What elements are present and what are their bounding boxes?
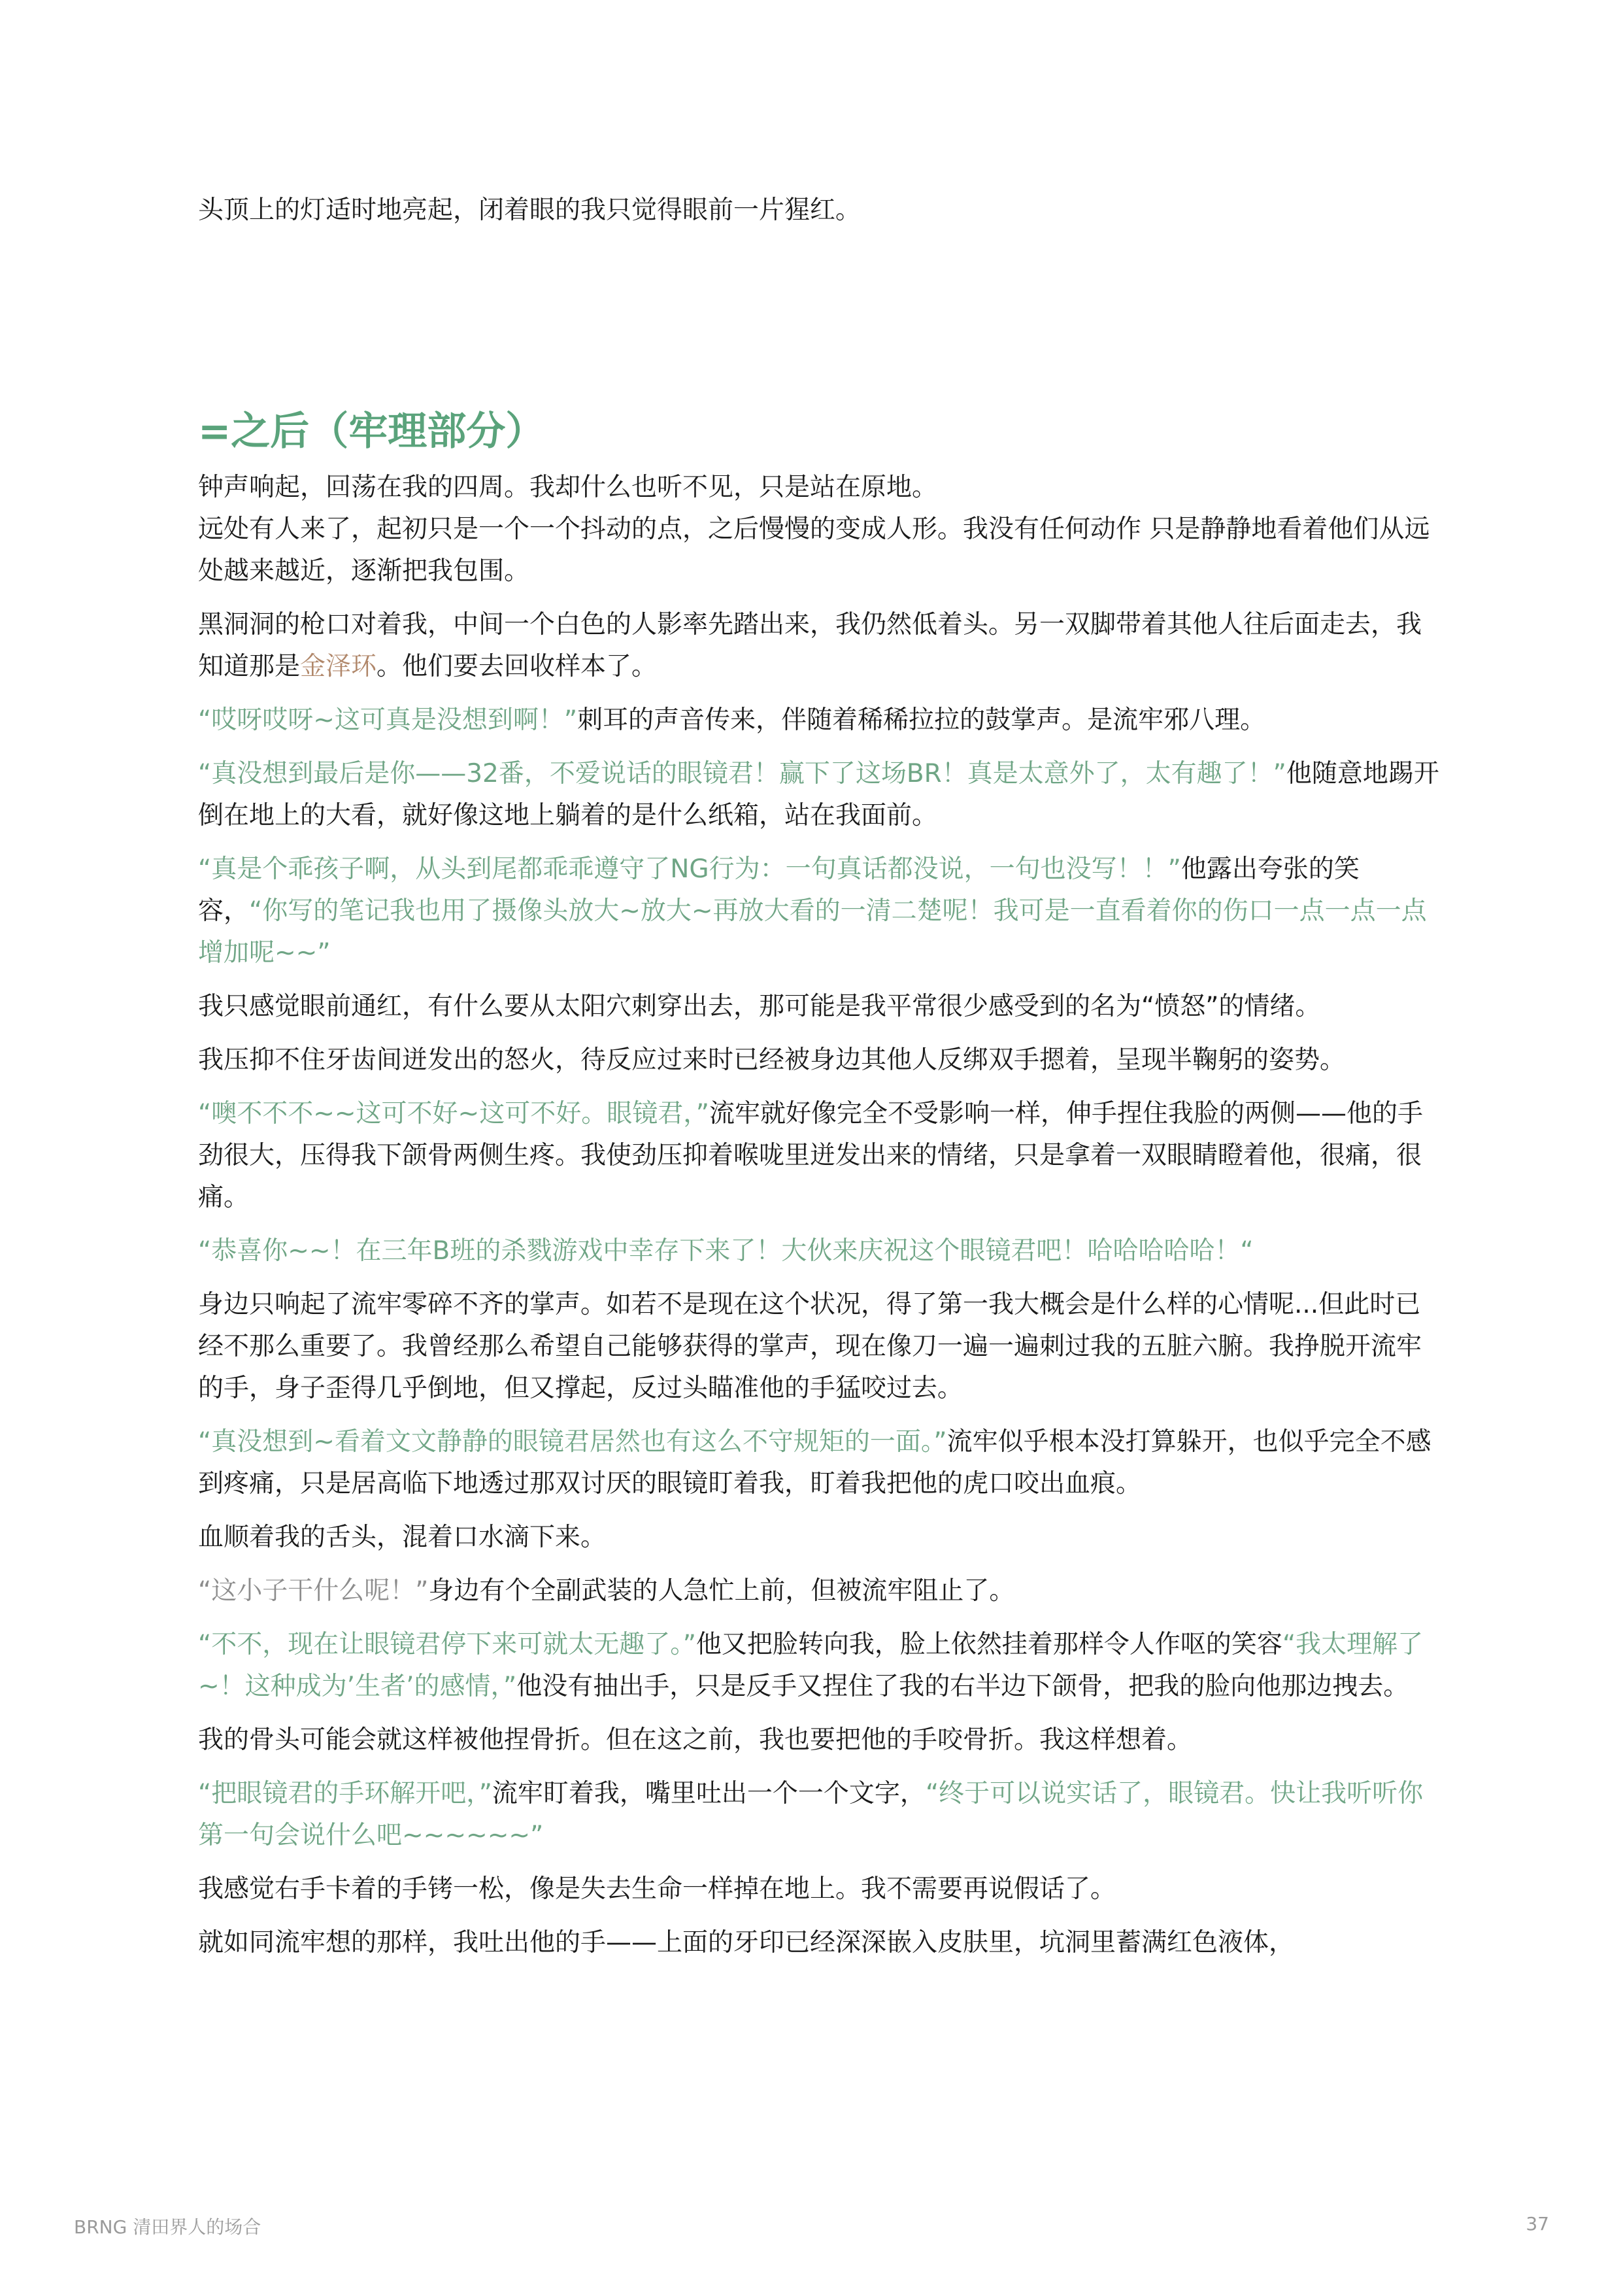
text: 身边有个全副武装的人急忙上前，但被流牢阻止了。 [428,1576,1015,1606]
paragraph [198,700,1440,741]
paragraph [198,467,1440,509]
section-heading: =之后（牢理部分） [198,409,545,454]
dialogue: “我太理解了~！这种成为’生者’的感情，” [198,1630,1424,1701]
paragraph [198,1093,1440,1219]
paragraph [198,1868,1440,1910]
paragraph [198,604,1440,688]
paragraph [198,509,1440,592]
text: 血顺着我的舌头，混着口水滴下来。 [198,1523,607,1552]
paragraph [198,1517,1440,1559]
text: 他又把脸转向我，脸上依然挂着那样令人作呕的笑容 [695,1630,1282,1659]
text: 我压抑不住牙齿间迸发出的怒火，待反应过来时已经被身边其他人反绑双手摁着，呈现半鞠躬的姿势。 [198,1045,1346,1075]
paragraph [198,1230,1440,1272]
text: 刺耳的声音传来，伴随着稀稀拉拉的鼓掌声。是流牢邪八理。 [577,705,1266,735]
text: 身边只响起了流牢零碎不齐的掌声。如若不是现在这个状况，得了第一我大概会是什么样的心情呢...但此时已经不那么重要了。我曾经那么希望自己能够获得的掌声，现在像刀一遍一遍刺过我的五脏六腑。我挣脱开流牢的手，身子歪得几乎倒地，但又撑起，反过头瞄准他的手猛咬过去。 [198,1290,1422,1403]
paragraph [198,1570,1440,1612]
text: 钟声响起，回荡在我的四周。我却什么也听不见，只是站在原地。 [198,473,938,502]
text: 我只感觉眼前通红，有什么要从太阳穴刺穿出去，那可能是我平常很少感受到的名为“愤怒”的情绪。 [198,992,1321,1021]
character-name: 金泽环 [300,652,377,681]
text: 。他们要去回收样本了。 [376,652,658,681]
text: 我感觉右手卡着的手铐一松，像是失去生命一样掉在地上。我不需要再说假话了。 [198,1874,1116,1904]
dialogue: “哎呀哎呀~这可真是没想到啊！” [198,705,578,735]
text: 流牢就好像完全不受影响一样，伸手捏住我脸的两侧——他的手劲很大，压得我下颌骨两侧生疼。我使劲压抑着喉咙里迸发出来的情绪，只是拿着一双眼睛瞪着他，很痛，很痛。 [198,1099,1423,1212]
dialogue: “真没想到最后是你——32番，不爱说话的眼镜君！赢下了这场BR！真是太意外了，太有趣了！” [198,759,1286,788]
page-content [198,190,1440,1976]
text: 流牢似乎根本没打算躲开，也似乎完全不感到疼痛，只是居高临下地透过那双讨厌的眼镜盯着我，盯着我把他的虎口咬出血痕。 [198,1427,1431,1498]
text: 我的骨头可能会就这样被他捏骨折。但在这之前，我也要把他的手咬骨折。我这样想着。 [198,1725,1193,1755]
dialogue: “这小子干什么呢！” [198,1576,429,1606]
dialogue: “恭喜你~~！在三年B班的杀戮游戏中幸存下来了！大伙来庆祝这个眼镜君吧！哈哈哈哈哈！“ [198,1236,1254,1266]
dialogue: “你写的笔记我也用了摄像头放大~放大~再放大看的一清二楚呢！我可是一直看着你的伤口一点一点一点增加呢~~” [198,896,1427,968]
text: 他没有抽出手，只是反手又捏住了我的右半边下颌骨，把我的脸向他那边拽去。 [516,1672,1409,1701]
paragraph [198,1922,1440,1964]
dialogue: “真是个乖孩子啊，从头到尾都乖乖遵守了NG行为：一句真话都没说，一句也没写！！” [198,854,1181,884]
paragraph [198,190,1440,231]
text: 流牢盯着我，嘴里吐出一个一个文字， [492,1779,926,1808]
paragraph [198,1624,1440,1708]
dialogue: “不不，现在让眼镜君停下来可就太无趣了。” [198,1630,696,1659]
dialogue: “终于可以说实话了，眼镜君。快让我听听你第一句会说什么吧~~~~~~” [198,1779,1424,1850]
text: 他随意地踢开倒在地上的大看，就好像这地上躺着的是什么纸箱，站在我面前。 [198,759,1439,830]
text: 头顶上的灯适时地亮起，闭着眼的我只觉得眼前一片猩红。 [198,195,862,225]
paragraph [198,753,1440,837]
paragraph [198,1773,1440,1857]
paragraph [198,1719,1440,1761]
page-number: 37 [1526,2213,1549,2235]
paragraph [198,1284,1440,1410]
dialogue: “噢不不不~~这可不好~这可不好。眼镜君，” [198,1099,709,1128]
paragraph [198,849,1440,974]
paragraph [198,1421,1440,1505]
dialogue: “把眼镜君的手环解开吧，” [198,1779,492,1808]
text: 就如同流牢想的那样，我吐出他的手——上面的牙印已经深深嵌入皮肤里，坑洞里蓄满红色液体， [198,1928,1295,1957]
text: 他露出夸张的笑容， [198,854,1360,926]
paragraph [198,1039,1440,1081]
text: 黑洞洞的枪口对着我，中间一个白色的人影率先踏出来，我仍然低着头。另一双脚带着其他人往后面走去，我知道那是 [198,610,1422,681]
footer-title: BRNG 清田界人的场合 [74,2216,261,2238]
text: 远处有人来了，起初只是一个一个抖动的点，之后慢慢的变成人形。我没有任何动作 只是静静地看着他们从远处越来越近，逐渐把我包围。 [198,515,1430,586]
paragraph [198,986,1440,1028]
dialogue: “真没想到~看着文文静静的眼镜君居然也有这么不守规矩的一面。” [198,1427,947,1457]
